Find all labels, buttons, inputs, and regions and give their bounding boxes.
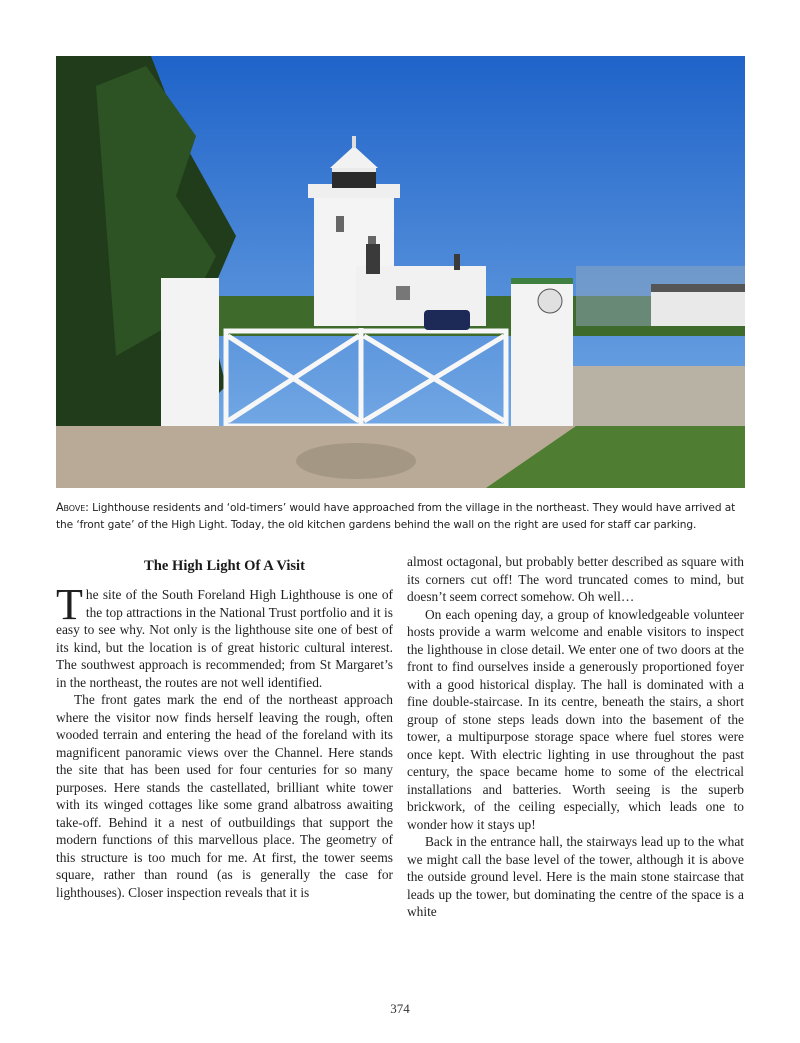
paragraph (56, 580, 393, 691)
section-heading: The High Light Of A Visit (144, 558, 305, 574)
photo-caption (56, 499, 748, 534)
paragraph: On each opening day, a group of knowledgeable volunteer hosts provide a warm welcome and enable visitors to inspect the lighthouse in close detail. We enter one of two doors at the front to find ourselves inside a generously proportioned foyer with a good historical display. The hall is dominated with a fine double-staircase. In its centre, beneath the stairs, a short group of stone steps leads down into the basement of the tower, a multipurpose storage space where fuel stores were once kept. With electric lighting in use throughout the past century, the space became home to some of the electrical installations and batteries. Worth seeing is the superb brickwork, of the ceiling especially, which leads one to wonder how it stays up! (407, 606, 744, 832)
caption-text: Lighthouse residents and ‘old-timers’ would have approached from the village in the northeast. They would have arrived at the ‘front gate’ of the High Light. Today, the old kitchen gardens behind the wall on the right are used for staff car parking. (56, 502, 736, 531)
paragraph: almost octagonal, but probably better described as square with its corners cut off! The word truncated comes to mind, but doesn’t seem correct somehow. Oh well… (407, 554, 744, 604)
column-left (56, 553, 393, 901)
drop-cap: T (56, 580, 83, 629)
caption-lead: Above: (56, 501, 89, 514)
paragraph: Back in the entrance hall, the stairways lead up to the what we might call the base level of the tower, although it is above the outside ground level. Here is the main stone staircase that leads up the tower, but dominating the centre of the space is a white (407, 834, 744, 919)
page-number: 374 (390, 1001, 410, 1016)
column-right (407, 553, 744, 921)
paragraph: The front gates mark the end of the northeast approach where the visitor now finds herself leaving the rough, often wooded terrain and entering the head of the foreland with its magnificent panoramic views over the Channel. Here stands the site that has been used for four centuries for so many purposes. Here stands the castellated, brilliant white tower with its winged cottages like some grand albatross awaiting take-off. Behind it a nest of outbuildings that support the modern functions of this marvellous place. The geometry of this structure is too much for me. At first, the tower seems square, rather than round (as is generally the case for lighthouses). Closer inspection reveals that it is (56, 692, 393, 900)
lighthouse-illustration (56, 56, 745, 488)
paragraph-text: he site of the South Foreland High Lighthouse is one of the top attractions in the National Trust portfolio and it is easy to see why. Not only is the lighthouse site one of best of its kind, but the location is of great historic cultural interest. The southwest approach is recommended; from St Margaret’s in the northeast, the routes are not well identified. (56, 587, 393, 690)
lighthouse-photo (56, 56, 745, 488)
